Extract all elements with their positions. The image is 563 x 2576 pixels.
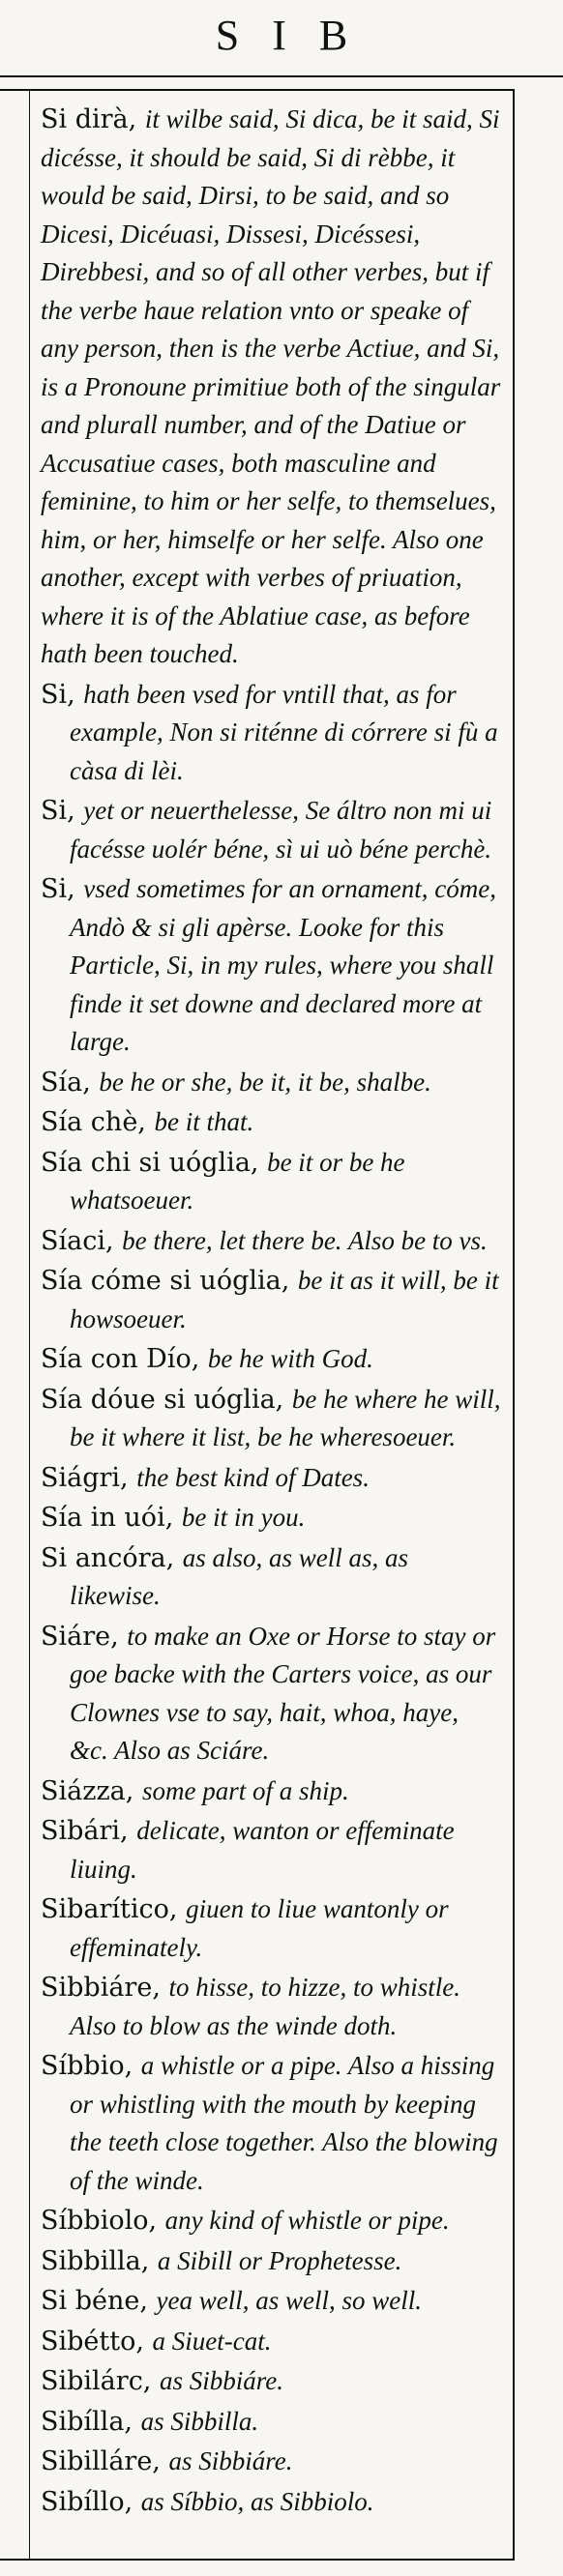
entry-gloss: to make an Oxe or Horse to stay or goe backe with the Carters voice, as our Clownes vse to say, hait, whoa, haye, &c. Also as Sciáre. [70, 1621, 496, 1765]
entry-headword: Sibilárc, [41, 2366, 160, 2396]
dictionary-entry [41, 101, 503, 674]
entry-headword: Sía chi si uóglia, [41, 1147, 268, 1178]
entry-headword: Sibíllo, [41, 2486, 141, 2517]
entry-headword: Síbbio, [41, 2051, 141, 2081]
dictionary-entry [41, 1222, 503, 1261]
dictionary-entry [41, 1969, 503, 2045]
dictionary-entry [41, 1812, 503, 1888]
entry-gloss: yea well, as well, so well. [156, 2286, 422, 2315]
dictionary-entries [41, 101, 503, 2523]
entry-gloss: hath been vsed for vntill that, as for example, Non si riténne di córrere si fù a càsa di lèi. [70, 679, 498, 785]
entry-gloss: a Sibill or Prophetesse. [157, 2245, 402, 2275]
entry-gloss: be he or she, be it, it be, shalbe. [99, 1067, 431, 1097]
entry-headword: Síbbiolo, [41, 2206, 165, 2236]
entry-gloss: as Sibbiáre. [159, 2366, 283, 2395]
entry-headword: Siágri, [41, 1462, 137, 1493]
entry-headword: Siázza, [41, 1775, 142, 1806]
entry-gloss: it wilbe said, Si dica, be it said, Si dicésse, it should be said, Si di rèbbe, it would be said, Dirsi, to be said, and so Dicesi, Dicéuasi, Dissesi, Dicéssesi, Direbbesi, and so of all other verbes, but if the verbe haue relation vnto or speake of any person, then is the verbe Actiue, and Si, is a Pronoune primitiue both of the singular and plurall number, and of the Datiue or Accusatiue cases, both masculine and feminine, to him or her selfe, to themselues, him, or her, himselfe or her selfe. Also one another, except with verbes of priuation, where it is of the Ablatiue case, as before hath been touched. [41, 104, 501, 668]
entry-gloss: yet or neuerthelesse, Se áltro non mi ui facésse uolér béne, sì ui uò béne perchè. [70, 796, 492, 864]
entry-gloss: be it in you. [181, 1503, 306, 1532]
entry-headword: Sibarítico, [41, 1894, 187, 1924]
dictionary-entry [41, 2443, 503, 2481]
entry-headword: Sibilláre, [41, 2446, 169, 2476]
entry-headword: Sibbilla, [41, 2245, 158, 2276]
dictionary-entry [41, 2202, 503, 2240]
entry-gloss: be it or be he whatsoeuer. [70, 1147, 405, 1215]
entry-headword: Si, [41, 874, 84, 904]
entry-headword: Sibbiáre, [41, 1973, 169, 2003]
page-header [0, 0, 563, 70]
dictionary-entry [41, 1381, 503, 1457]
dictionary-entry [41, 792, 503, 868]
entry-headword: Siáre, [41, 1621, 128, 1652]
entry-gloss: be he where he will, be it where it list, be he wheresoeuer. [70, 1384, 501, 1451]
entry-gloss: delicate, wanton or effeminate liuing. [70, 1816, 455, 1884]
entry-gloss: be there, let there be. Also be to vs. [122, 1225, 488, 1255]
dictionary-entry [41, 2323, 503, 2361]
entry-gloss: be it that. [154, 1107, 254, 1136]
entry-gloss: vsed sometimes for an ornament, cóme, Andò & si gli apèrse. Looke for this Particle, Si, in my rules, where you shall finde it set downe and declared more at large. [70, 874, 496, 1056]
entry-gloss: as Sibbilla. [140, 2406, 259, 2436]
entry-gloss: some part of a ship. [141, 1775, 349, 1805]
entry-headword: Sibílla, [41, 2406, 141, 2437]
dictionary-entry [41, 1103, 503, 1142]
entry-gloss: giuen to liue wantonly or effeminately. [70, 1894, 449, 1962]
entry-headword: Sibári, [41, 1816, 137, 1846]
dictionary-entry [41, 2242, 503, 2281]
entry-headword: Si ancóra, [41, 1542, 183, 1573]
page-title: SIB [215, 11, 381, 59]
entry-headword: Si, [41, 796, 84, 826]
dictionary-entry [41, 1890, 503, 1967]
entry-headword: Si dirà, [41, 104, 145, 134]
entry-headword: Sibétto, [41, 2326, 153, 2356]
dictionary-entry [41, 2282, 503, 2321]
margin-rule [29, 89, 30, 2561]
entry-headword: Si, [41, 679, 84, 710]
entry-gloss: a whistle or a pipe. Also a hissing or whistling with the mouth by keeping the teeth close together. Also the blowing of the winde. [70, 2051, 498, 2195]
entry-gloss: as also, as well as, as likewise. [70, 1542, 409, 1610]
dictionary-entry [41, 2047, 503, 2200]
entry-gloss: be it as it will, be it howsoeuer. [70, 1266, 499, 1333]
entry-headword: Si béne, [41, 2286, 157, 2316]
entry-gloss: as Sibbiáre. [168, 2446, 293, 2475]
dictionary-entry [41, 1262, 503, 1338]
dictionary-entry [41, 870, 503, 1062]
entry-gloss: the best kind of Dates. [136, 1462, 370, 1492]
dictionary-entry [41, 2362, 503, 2401]
dictionary-entry [41, 2403, 503, 2442]
entry-gloss: any kind of whistle or pipe. [164, 2206, 450, 2235]
entry-headword: Sía in uói, [41, 1503, 182, 1533]
dictionary-entry [41, 1499, 503, 1537]
entry-headword: Sía chè, [41, 1107, 155, 1137]
dictionary-entry [41, 1340, 503, 1379]
dictionary-entry [41, 1459, 503, 1498]
dictionary-entry [41, 1618, 503, 1771]
entry-headword: Sía, [41, 1067, 100, 1098]
entry-gloss: as Síbbio, as Sibbiolo. [140, 2486, 374, 2516]
entry-gloss: a Siuet-cat. [152, 2326, 272, 2356]
header-rule [0, 75, 563, 77]
dictionary-entry [41, 1772, 503, 1811]
dictionary-entry [41, 1144, 503, 1220]
entry-headword: Sía cóme si uóglia, [41, 1266, 298, 1296]
entry-headword: Síaci, [41, 1225, 123, 1256]
entry-headword: Sía dóue si uóglia, [41, 1384, 292, 1415]
dictionary-entry [41, 2483, 503, 2522]
entry-headword: Sía con Dío, [41, 1344, 208, 1374]
dictionary-entry [41, 1539, 503, 1616]
dictionary-entry [41, 676, 503, 791]
entry-gloss: be he with God. [207, 1344, 373, 1373]
dictionary-entry [41, 1064, 503, 1102]
entry-gloss: to hisse, to hizze, to whistle. Also to blow as the winde doth. [70, 1973, 460, 2040]
